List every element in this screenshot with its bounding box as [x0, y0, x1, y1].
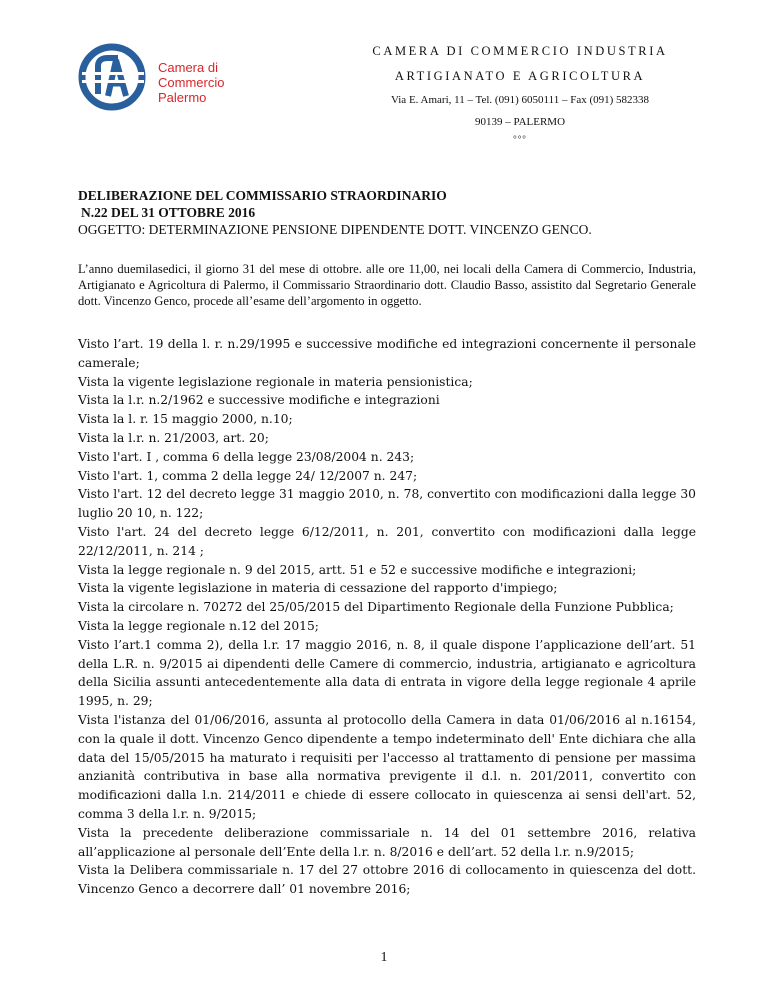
paragraph: Vista la l.r. n. 21/2003, art. 20; [78, 430, 269, 445]
paragraph: Visto l'art. 12 del decreto legge 31 maggio 2010, n. 78, convertito con modificazioni dalla legge 30 luglio 20 10, n. 122; [78, 487, 696, 521]
logo-line-1: Camera di Commercio [158, 60, 225, 90]
paragraph: Vista la legge regionale n.12 del 2015; [78, 618, 319, 633]
paragraph: Vista la l. r. 15 maggio 2000, n.10; [78, 412, 293, 427]
paragraph: Vista la l.r. n.2/1962 e successive modifiche e integrazioni [78, 393, 440, 408]
letterhead-address: Via E. Amari, 11 – Tel. (091) 6050111 – Fax (091) 582338 [390, 94, 650, 106]
letterhead-city: 90139 – PALERMO [474, 116, 566, 128]
paragraph: Visto l’art. 19 della l. r. n.29/1995 e successive modifiche ed integrazioni concernente il personale camerale; [78, 337, 696, 370]
paragraph: Visto l'art. 1, comma 2 della legge 24/ 12/2007 n. 247; [78, 468, 418, 483]
paragraph: Visto l’art.1 comma 2), della l.r. 17 maggio 2016, n. 8, il quale dispone l’applicazione dell’art. 51 della L.R. n. 9/2015 ai dipendenti delle Camere di commercio, industria, artigianato e agricoltura della Sicilia assunti antecedentemente alla data di entrata in vigore della legge regionale 4 aprile 1995, n. 29; [78, 637, 696, 709]
logo-line-2: Palermo [158, 90, 207, 105]
paragraph: Vista la precedente deliberazione commissariale n. 14 del 01 settembre 2016, relativa all’applicazione al personale dell’Ente della l.r. n. 8/2016 e dell’art. 52 della l.r. n.9/2015; [78, 825, 696, 859]
intro-paragraph [78, 261, 696, 310]
paragraph: Visto l'art. I , comma 6 della legge 23/08/2004 n. 243; [78, 449, 415, 464]
intro-text: L’anno duemilasedici, il giorno 31 del mese di ottobre. alle ore 11,00, nei locali della Camera di Commercio, Industria, Artigianato e Agricoltura di Palermo, il Commissario Straordinario dott. Claudio Basso, assistito dal Segretario Generale dott. Vincenzo Genco, procede all’esame dell’argomento in oggetto. [78, 262, 696, 309]
chamber-emblem-icon [78, 42, 148, 112]
deliberation-number: N.22 DEL 31 OTTOBRE 2016 [81, 205, 256, 220]
deliberation-subject: OGGETTO: DETERMINAZIONE PENSIONE DIPENDENTE DOTT. VINCENZO GENCO. [78, 222, 592, 237]
paragraph: Vista la legge regionale n. 9 del 2015, artt. 51 e 52 e successive modifiche e integrazioni; [78, 562, 637, 577]
page-number: 1 [380, 950, 388, 965]
chamber-logo [78, 42, 288, 112]
document-body [78, 335, 696, 899]
logo-text [158, 60, 288, 105]
letterhead-line-1: CAMERA DI COMMERCIO INDUSTRIA [372, 44, 668, 58]
paragraph: Vista la vigente legislazione in materia di cessazione del rapporto d'impiego; [78, 581, 558, 596]
letterhead [340, 44, 700, 144]
letterhead-line-2: ARTIGIANATO E AGRICOLTURA [394, 69, 646, 83]
letterhead-ornament: °°° [513, 134, 527, 144]
paragraph: Visto l'art. 24 del decreto legge 6/12/2011, n. 201, convertito con modificazioni dalla legge 22/12/2011, n. 214 ; [78, 524, 696, 558]
paragraph: Vista la vigente legislazione regionale in materia pensionistica; [78, 374, 473, 389]
paragraph: Vista la Delibera commissariale n. 17 del 27 ottobre 2016 di collocamento in quiescenza del dott. Vincenzo Genco a decorrere dall’ 01 novembre 2016; [78, 863, 696, 897]
deliberation-title: DELIBERAZIONE DEL COMMISSARIO STRAORDINARIO [78, 188, 447, 203]
deliberation-heading [78, 187, 698, 238]
paragraph: Vista la circolare n. 70272 del 25/05/2015 del Dipartimento Regionale della Funzione Pubblica; [78, 600, 674, 615]
paragraph: Vista l'istanza del 01/06/2016, assunta al protocollo della Camera in data 01/06/2016 al n.16154, con la quale il dott. Vincenzo Genco dipendente a tempo indeterminato dell' Ente dichiara che alla data del 15/05/2015 ha maturato i requisiti per l'accesso al trattamento di pensione per massima anzianità contributiva in base alla normativa previgente il d.l. n. 201/2011, convertito con modificazioni dalla l.n. 214/2011 e chiede di essere collocato in quiescenza ai sensi dell'art. 52, comma 3 della l.r. n. 9/2015; [78, 712, 696, 821]
